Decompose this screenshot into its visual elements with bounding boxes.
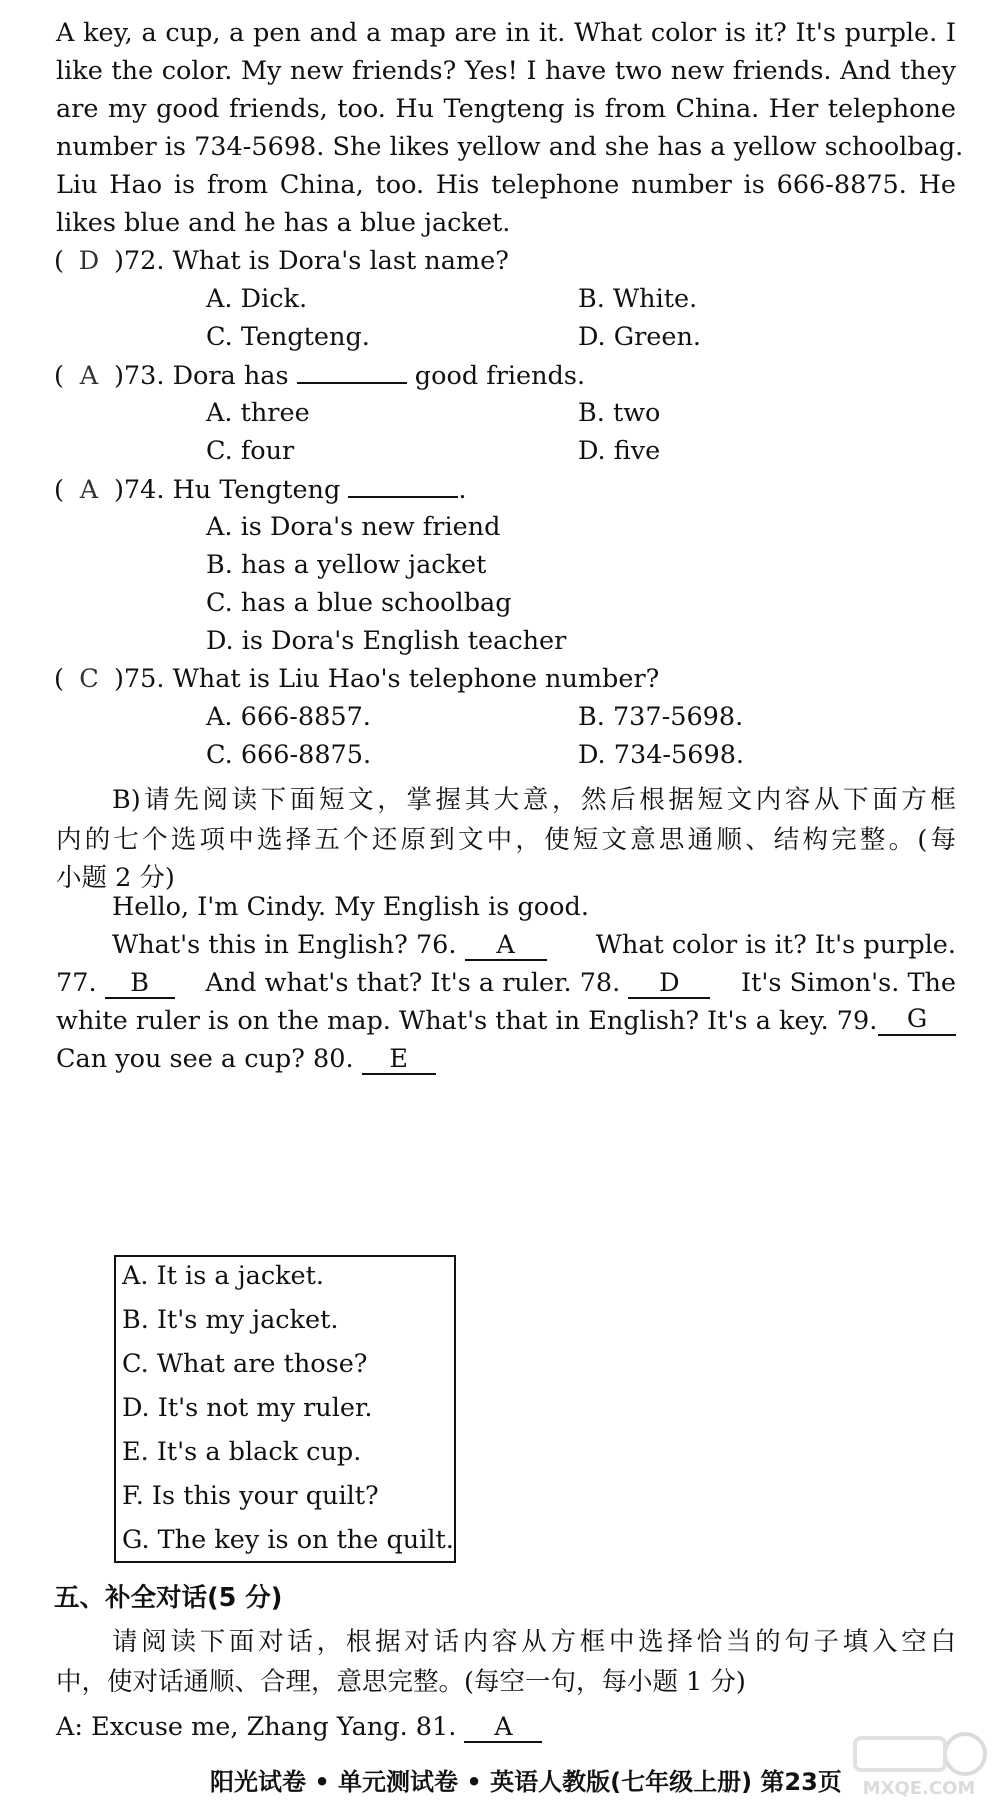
answer-77: B — [105, 970, 175, 999]
answer-75: C — [79, 664, 99, 694]
cloze-line — [112, 930, 956, 961]
option: D. is Dora's English teacher — [206, 626, 567, 656]
cloze-text: white ruler is on the map. What's that in English? It's a key. 79. — [56, 1006, 878, 1036]
box-option: B. It's my jacket. — [122, 1305, 339, 1335]
cloze-text: Can you see a cup? 80. — [56, 1044, 354, 1074]
watermark-text: MXQE.COM — [862, 1778, 976, 1799]
page-footer: 阳光试卷 • 单元测试卷 • 英语人教版(七年级上册) 第23页 — [210, 1768, 842, 1796]
question-stem-end: . — [458, 475, 467, 505]
cloze-line — [56, 1006, 956, 1036]
answer-73: A — [79, 361, 99, 391]
cloze-line — [56, 968, 956, 999]
instruction-line: B)请先阅读下面短文，掌握其大意，然后根据短文内容从下面方框 — [112, 785, 956, 815]
passage-line: like the color. My new friends? Yes! I have two new friends. And they — [56, 56, 956, 86]
option: A. three — [206, 398, 310, 428]
cloze-text: It's Simon's. The — [741, 968, 956, 998]
box-option: A. It is a jacket. — [122, 1261, 324, 1291]
answer-76: A — [465, 932, 547, 961]
answer-74: A — [79, 475, 99, 505]
option: D. 734-5698. — [578, 740, 745, 770]
option: C. 666-8875. — [206, 740, 372, 770]
option: B. has a yellow jacket — [206, 550, 487, 580]
option: C. four — [206, 436, 295, 466]
box-option: C. What are those? — [122, 1349, 368, 1379]
blank-line — [348, 474, 458, 498]
cloze-text: What's this in English? 76. — [112, 930, 457, 960]
dialog-line — [56, 1712, 956, 1743]
question-75: ( C )75. What is Liu Hao's telephone number? — [54, 664, 660, 694]
passage-line: are my good friends, too. Hu Tengteng is from China. Her telephone — [56, 94, 956, 124]
option: A. 666-8857. — [206, 702, 371, 732]
instruction-line: 小题 2 分) — [56, 863, 175, 893]
blank-line — [297, 360, 407, 384]
question-72: ( D )72. What is Dora's last name? — [54, 246, 509, 276]
answer-78: D — [628, 970, 710, 999]
cloze-line: Hello, I'm Cindy. My English is good. — [112, 892, 589, 922]
box-option: D. It's not my ruler. — [122, 1393, 373, 1423]
question-stem: 75. What is Liu Hao's telephone number? — [123, 664, 660, 694]
option: A. Dick. — [206, 284, 308, 314]
option: D. Green. — [578, 322, 702, 352]
instruction-line: 内的七个选项中选择五个还原到文中，使短文意思通顺、结构完整。(每 — [56, 825, 956, 855]
passage-line: likes blue and he has a blue jacket. — [56, 208, 511, 238]
answer-81: A — [464, 1714, 542, 1743]
option: C. has a blue schoolbag — [206, 588, 512, 618]
passage-line: number is 734-5698. She likes yellow and she has a yellow schoolbag. — [56, 132, 964, 162]
question-stem: 73. Dora has — [123, 361, 289, 391]
section-heading: 五、补全对话(5 分) — [54, 1583, 283, 1613]
question-stem-end: good friends. — [414, 361, 586, 391]
box-option: F. Is this your quilt? — [122, 1481, 379, 1511]
cloze-text: What color is it? It's purple. — [595, 930, 956, 960]
instruction-line: 请阅读下面对话，根据对话内容从方框中选择恰当的句子填入空白 — [112, 1627, 956, 1657]
answer-79: G — [878, 1006, 956, 1036]
passage-line: A key, a cup, a pen and a map are in it. What color is it? It's purple. I — [56, 18, 956, 48]
option: B. 737-5698. — [578, 702, 744, 732]
option: B. White. — [578, 284, 698, 314]
cloze-text: And what's that? It's a ruler. 78. — [205, 968, 621, 998]
option: C. Tengteng. — [206, 322, 370, 352]
answer-72: D — [78, 246, 100, 276]
answer-80: E — [362, 1046, 436, 1075]
box-option: G. The key is on the quilt. — [122, 1525, 454, 1555]
option: A. is Dora's new friend — [206, 512, 501, 542]
question-73: ( A )73. Dora has good friends. — [54, 361, 586, 391]
box-option: E. It's a black cup. — [122, 1437, 362, 1467]
instruction-line: 中，使对话通顺、合理，意思完整。(每空一句，每小题 1 分) — [56, 1667, 746, 1697]
options-box — [114, 1255, 456, 1563]
question-stem: 72. What is Dora's last name? — [123, 246, 509, 276]
option: B. two — [578, 398, 661, 428]
dialog-text: A: Excuse me, Zhang Yang. 81. — [56, 1712, 457, 1742]
passage-line: Liu Hao is from China, too. His telephone number is 666-8875. He — [56, 170, 956, 200]
option: D. five — [578, 436, 661, 466]
question-stem: 74. Hu Tengteng — [123, 475, 341, 505]
cloze-text: 77. — [56, 968, 97, 998]
watermark-logo — [847, 1730, 992, 1800]
cloze-line — [56, 1044, 956, 1075]
question-74: ( A )74. Hu Tengteng . — [54, 475, 467, 505]
